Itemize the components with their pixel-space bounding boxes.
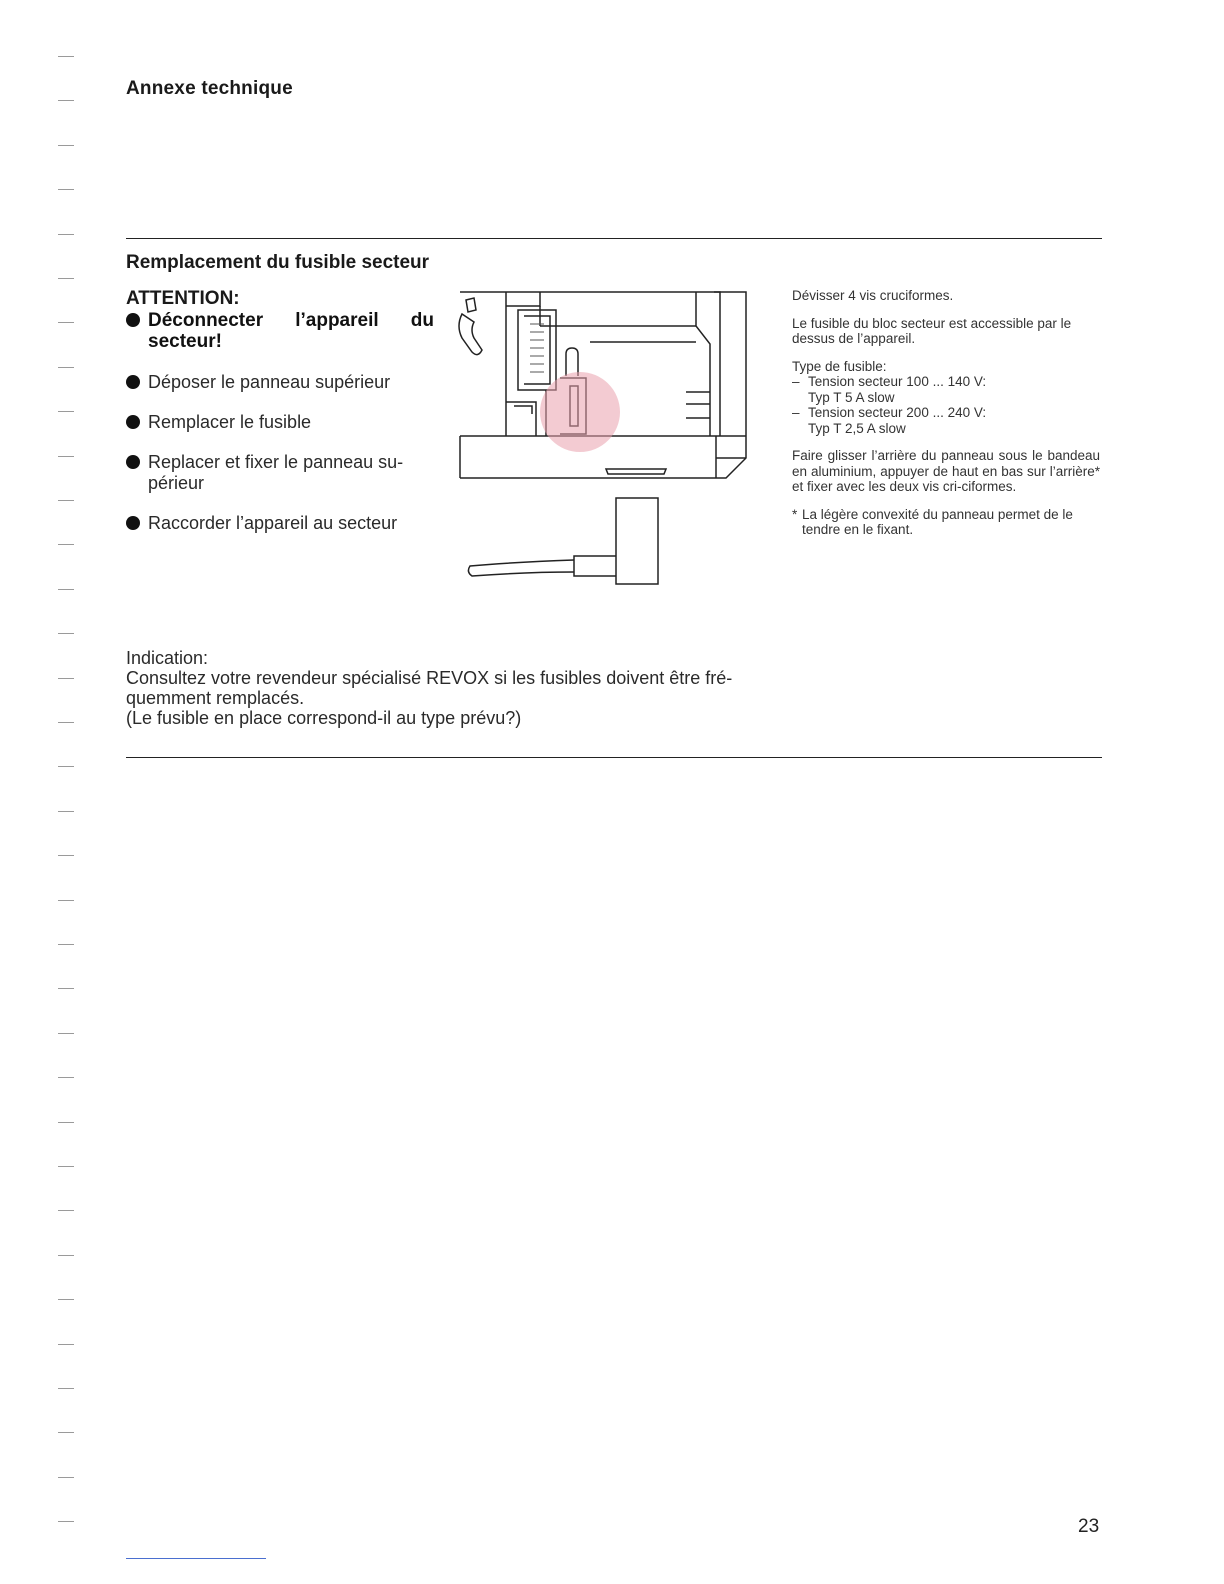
- page-number: 23: [1078, 1516, 1100, 1537]
- step-list: [126, 310, 434, 534]
- step-disconnect: Déconnecter l’appareil du secteur!: [126, 310, 434, 352]
- fuse-location-illustration: [456, 286, 752, 590]
- asterisk-icon: *: [792, 506, 798, 522]
- bottom-rule: [126, 757, 1102, 758]
- fuse-type-item: – Tension secteur 100 ... 140 V: Typ T 5 A slow: [792, 374, 987, 405]
- footnote: * La légère convexité du panneau permet de le tendre en le fixant.: [792, 506, 1073, 537]
- bullet-icon: [126, 375, 140, 389]
- dash-icon: –: [792, 405, 800, 420]
- step-remove-panel: Déposer le panneau supérieur: [126, 372, 434, 393]
- step-refit-panel: Replacer et fixer le panneau su-périeur: [126, 452, 434, 494]
- bottom-edge-line: [126, 1558, 266, 1559]
- bullet-icon: [126, 415, 140, 429]
- section-label: Annexe technique: [126, 78, 293, 99]
- fuse-type-item: – Tension secteur 200 ... 240 V: Typ T 2,5 A slow: [792, 405, 987, 436]
- instructions: [126, 288, 434, 534]
- top-rule: [126, 238, 1102, 239]
- bullet-icon: [126, 455, 140, 469]
- bullet-icon: [126, 516, 140, 530]
- unscrew-note: Dévisser 4 vis cruciformes.: [792, 288, 954, 303]
- technical-notes: [792, 288, 1100, 538]
- indication-label: Indication:: [126, 648, 209, 668]
- section-title: Remplacement du fusible secteur: [126, 252, 430, 273]
- indication-text: Consultez votre revendeur spécialisé REVOX si les fusibles doivent être fré-quemment remplacés.: [126, 668, 733, 708]
- fuse-type-label: Type de fusible:: [792, 358, 887, 374]
- slide-panel-note: Faire glisser l’arrière du panneau sous le bandeau en aluminium, appuyer de haut en bas sur l’arrière* et fixer avec les deux vis cri-ciformes.: [792, 448, 1100, 494]
- indication: [126, 648, 786, 728]
- dash-icon: –: [792, 374, 800, 389]
- fuse-highlight: [540, 372, 620, 452]
- bullet-icon: [126, 313, 140, 327]
- attention-heading: ATTENTION:: [126, 288, 240, 309]
- fuse-type-block: [792, 359, 1100, 437]
- step-reconnect: Raccorder l’appareil au secteur: [126, 513, 434, 534]
- fuse-access-note: Le fusible du bloc secteur est accessible par le dessus de l’appareil.: [792, 315, 1072, 346]
- step-replace-fuse: Remplacer le fusible: [126, 412, 434, 433]
- indication-question: (Le fusible en place correspond-il au type prévu?): [126, 708, 522, 728]
- margin-ticks: [58, 56, 74, 1556]
